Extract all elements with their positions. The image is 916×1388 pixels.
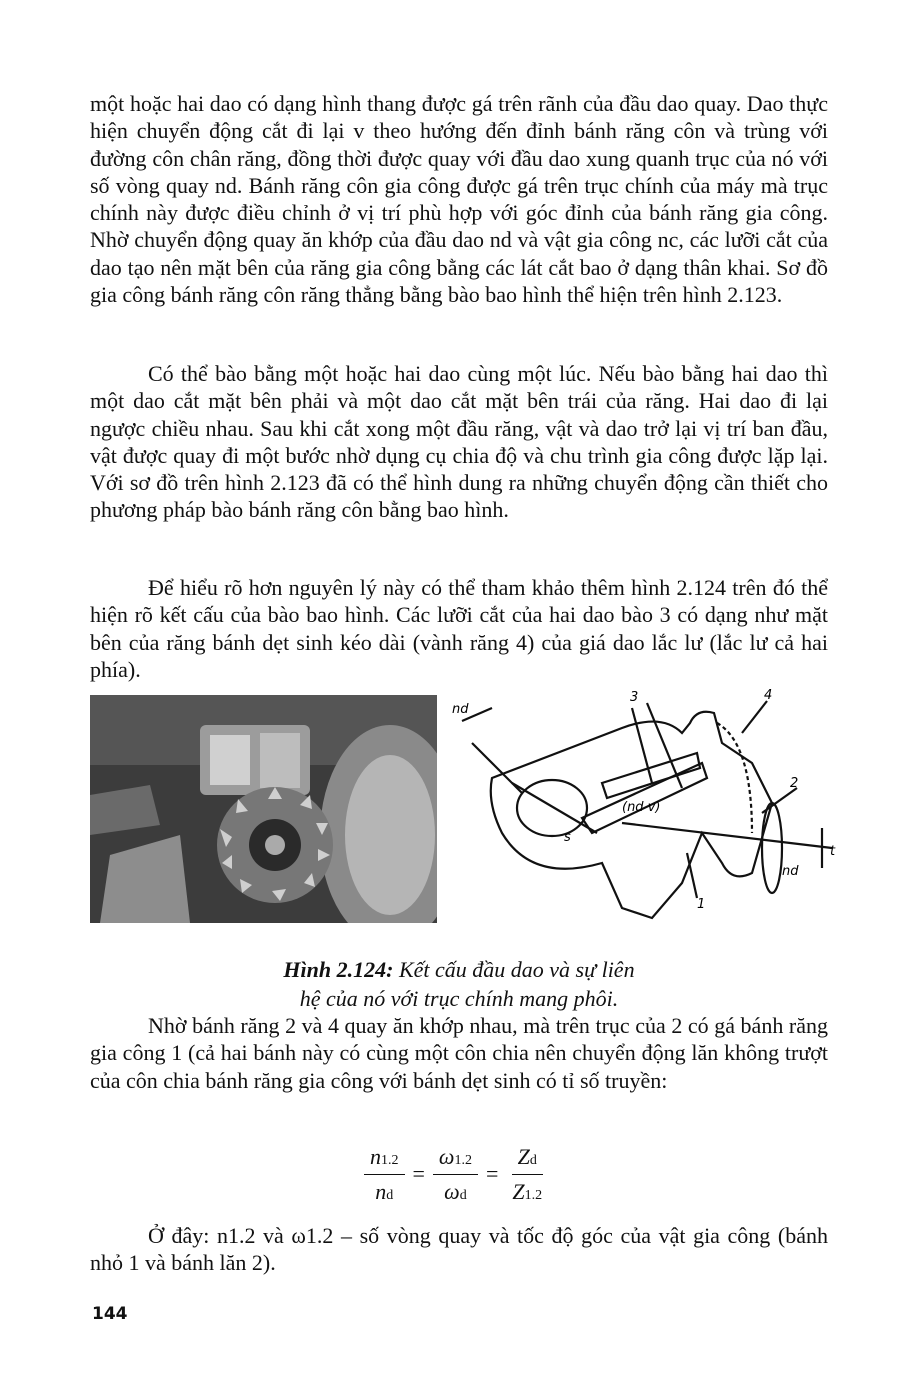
fraction-z: $\frac{Zd}{Z1.2}$ xyxy=(512,1143,543,1204)
caption-line-1: Kết cấu đầu dao và sự liên xyxy=(398,957,635,982)
label-3: 3 xyxy=(630,690,639,705)
label-4: 4 xyxy=(764,688,773,703)
caption-label: Hình 2.124: xyxy=(283,957,394,982)
label-2: 2 xyxy=(790,776,799,791)
fraction-omega: $\frac{\omega 1.2}{\omega d}$ xyxy=(433,1144,478,1205)
figure-caption xyxy=(90,955,828,1013)
mechanism-diagram xyxy=(452,683,847,928)
label-t: t xyxy=(830,844,836,859)
label-s: s xyxy=(564,830,571,845)
label-ndv: (nd v) xyxy=(622,800,661,815)
ratio-formula: $\frac{n1.2}{nd}$ = $\frac{\omega 1.2}{\omega d}$ = $\frac{Zd}{Z1.2}$ xyxy=(360,1140,552,1208)
caption-line-2: hệ của nó với trục chính mang phôi. xyxy=(299,986,619,1011)
label-nd-top: nd xyxy=(452,702,469,717)
page-number: 144 xyxy=(92,1304,128,1324)
label-1: 1 xyxy=(697,897,706,912)
paragraph-1: một hoặc hai dao có dạng hình thang được gá trên rãnh của đầu dao quay. Dao thực hiện chuyển động cắt đi lại v theo hướng đến đỉnh bánh răng côn và trùng với đường côn chân răng, đồng thời được quay với đầu dao xung quanh trục của nó với số vòng quay nd. Bánh răng côn gia công được gá trên trục chính của máy mà trục chính này được điều chỉnh ở vị trí phù hợp với góc đỉnh của bánh răng gia công. Nhờ chuyển động quay ăn khớp của đầu dao nd và vật gia công nc, các lưỡi cắt của dao tạo nên mặt bên của răng gia công bằng các lát cắt bao ở dạng thân khai. Sơ đồ gia công bánh răng côn răng thẳng bằng bào bao hình thể hiện trên hình 2.123. xyxy=(90,91,828,308)
label-nd-bottom: nd xyxy=(782,864,799,879)
paragraph-3: Để hiểu rõ hơn nguyên lý này có thể tham khảo thêm hình 2.124 trên đó thể hiện rõ kết cấu của bào bao hình. Các lưỡi cắt của hai dao bào 3 có dạng như mặt bên của răng bánh dẹt sinh kéo dài (vành răng 4) của giá dao lắc lư (lắc lư cả hai phía). xyxy=(90,575,828,682)
fraction-n: $\frac{n1.2}{nd}$ xyxy=(364,1144,405,1205)
paragraph-5: Ở đây: n1.2 và ω1.2 – số vòng quay và tốc độ góc của vật gia công (bánh nhỏ 1 và bánh lăn 2). xyxy=(90,1223,828,1276)
cutter-head-photo xyxy=(90,695,437,923)
paragraph-2: Có thể bào bằng một hoặc hai dao cùng một lúc. Nếu bào bằng hai dao thì một dao cắt mặt bên phải và một dao cắt mặt bên trái của răng. Hai dao đi lại ngược chiều nhau. Sau khi cắt xong một đầu răng, vật và dao trở lại vị trí ban đầu, vật được quay đi một bước nhờ dụng cụ chia độ và chu trình gia công được lặp lại. Với sơ đồ trên hình 2.123 đã có thể hình dung ra những chuyển động cần thiết cho phương pháp bào bánh răng côn bằng bao hình. xyxy=(90,361,828,523)
paragraph-4: Nhờ bánh răng 2 và 4 quay ăn khớp nhau, mà trên trục của 2 có gá bánh răng gia công 1 (cả hai bánh này có cùng một côn chia nên chuyển động lăn không trượt của côn chia bánh răng gia công với bánh dẹt sinh có tỉ số truyền: xyxy=(90,1013,828,1093)
